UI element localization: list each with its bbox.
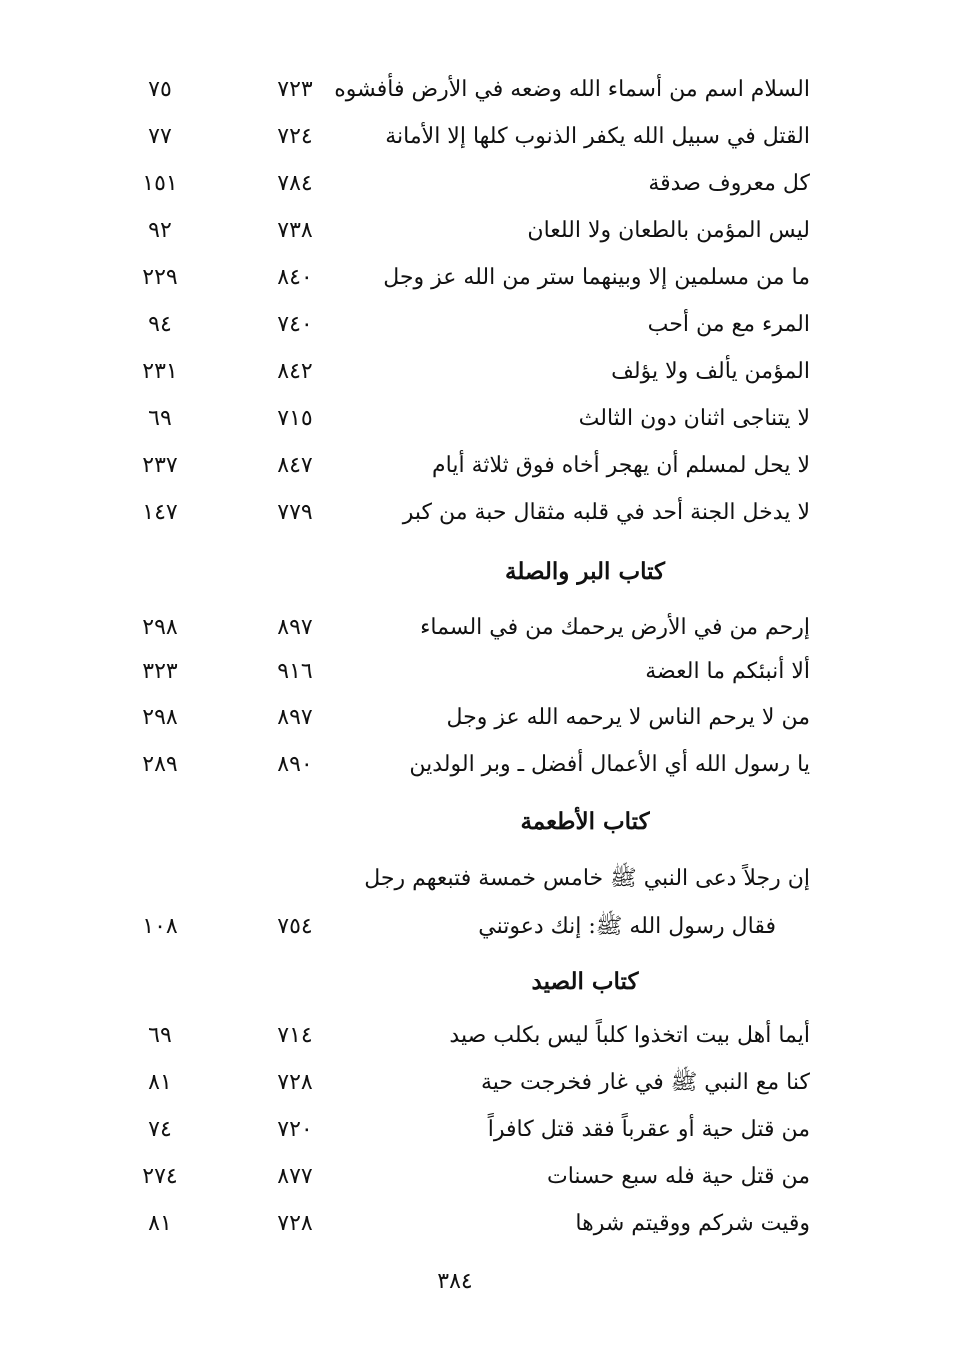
page-reference: ١٤٧	[142, 500, 178, 525]
hadith-number: ٧١٤	[277, 1023, 313, 1048]
page-reference: ٧٧	[148, 124, 172, 149]
hadith-number: ٧٤٠	[277, 312, 313, 337]
hadith-text: القتل في سبيل الله يكفر الذنوب كلها إلا الأمانة	[385, 124, 810, 149]
hadith-text: المؤمن يألف ولا يؤلف	[611, 359, 810, 384]
hadith-text: كنا مع النبي ﷺ في غار فخرجت حية	[480, 1070, 810, 1095]
hadith-number: ٨٧٧	[277, 1164, 313, 1189]
page-reference: ٨١	[148, 1070, 172, 1095]
page-reference: ١٠٨	[142, 914, 178, 939]
page-reference: ٩٤	[148, 312, 172, 337]
page-reference: ٦٩	[148, 406, 172, 431]
hadith-number: ٨٤٠	[277, 265, 313, 290]
index-entry	[120, 70, 810, 110]
page-reference: ٩٢	[148, 218, 172, 243]
index-entry	[120, 1157, 810, 1197]
hadith-text: من قتل حية أو عقرباً فقد قتل كافراً	[487, 1117, 810, 1142]
hadith-text: ما من مسلمين إلا وبينهما ستر من الله عز وجل	[383, 265, 810, 290]
hadith-text: من لا يرحم الناس لا يرحمه الله عز وجل	[446, 705, 810, 730]
page-reference: ٢٩٨	[142, 615, 178, 640]
hadith-number: ٨٩٧	[277, 615, 313, 640]
page-reference: ٣٢٣	[142, 659, 178, 684]
hadith-text: المرء مع من أحب	[647, 312, 810, 337]
index-entry	[120, 305, 810, 345]
hadith-number: ٧٢٠	[277, 1117, 313, 1142]
hadith-text: لا يتناجى اثنان دون الثالث	[578, 406, 810, 431]
page-reference: ١٥١	[142, 171, 178, 196]
hadith-number: ٧٧٩	[277, 500, 313, 525]
hadith-text: لا يحل لمسلم أن يهجر أخاه فوق ثلاثة أيام	[432, 453, 810, 478]
page-reference: ٢٧٤	[142, 1164, 178, 1189]
index-entry	[120, 1016, 810, 1056]
hadith-text: ألا أنبئكم ما العضة	[645, 659, 810, 684]
hadith-number: ٧٢٤	[277, 124, 313, 149]
hadith-text: لا يدخل الجنة أحد في قلبه مثقال حبة من كبر	[402, 500, 810, 525]
page-reference: ٢٣١	[142, 359, 178, 384]
index-entry	[120, 745, 810, 785]
hadith-text-line-1: إن رجلاً دعى النبي ﷺ خامس خمسة فتبعهم رجل	[364, 866, 810, 891]
page-reference: ٢٩٨	[142, 705, 178, 730]
hadith-number: ٧٢٣	[277, 77, 313, 102]
hadith-number: ٧٢٨	[277, 1070, 313, 1095]
hadith-text: كل معروف صدقة	[648, 171, 810, 196]
section-heading: كتاب البر والصلة	[505, 558, 665, 585]
page-reference: ٨١	[148, 1211, 172, 1236]
index-entry	[120, 493, 810, 533]
hadith-text: إرحم من في الأرض يرحمك من في السماء	[420, 615, 810, 640]
page-reference: ٦٩	[148, 1023, 172, 1048]
hadith-text: السلام اسم من أسماء الله وضعه في الأرض فأفشوه	[334, 77, 810, 102]
index-entry	[120, 1063, 810, 1103]
index-entry	[120, 211, 810, 251]
index-entry	[120, 652, 810, 692]
page-reference: ٢٨٩	[142, 752, 178, 777]
hadith-text-line-2: فقال رسول الله ﷺ: إنك دعوتني	[478, 914, 776, 939]
index-entry	[120, 399, 810, 439]
hadith-number: ٨٤٢	[277, 359, 313, 384]
index-entry	[120, 258, 810, 298]
section-heading: كتاب الصيد	[531, 968, 639, 995]
hadith-number: ٧٥٤	[277, 914, 313, 939]
hadith-number: ٨٩٠	[277, 752, 313, 777]
index-entry	[120, 117, 810, 157]
hadith-text: من قتل حية فله سبع حسنات	[546, 1164, 810, 1189]
hadith-number: ٩١٦	[277, 659, 313, 684]
hadith-text: وقيت شركم ووقيتم شرها	[575, 1211, 810, 1236]
page-reference: ٧٤	[148, 1117, 172, 1142]
hadith-text: ليس المؤمن بالطعان ولا اللعان	[527, 218, 810, 243]
hadith-text: أيما أهل بيت اتخذوا كلباً ليس بكلب صيد	[449, 1023, 810, 1048]
hadith-number: ٨٤٧	[277, 453, 313, 478]
hadith-number: ٧٢٨	[277, 1211, 313, 1236]
index-entry	[120, 907, 810, 947]
index-entry	[120, 164, 810, 204]
page-number: ٣٨٤	[437, 1269, 473, 1294]
index-entry	[120, 1204, 810, 1244]
index-entry	[120, 1110, 810, 1150]
section-heading: كتاب الأطعمة	[520, 808, 650, 835]
index-entry	[120, 698, 810, 738]
hadith-number: ٨٩٧	[277, 705, 313, 730]
index-entry	[120, 352, 810, 392]
hadith-number: ٧٣٨	[277, 218, 313, 243]
page-reference: ٢٣٧	[142, 453, 178, 478]
page-reference: ٢٢٩	[142, 265, 178, 290]
index-entry	[120, 608, 810, 648]
hadith-number: ٧٨٤	[277, 171, 313, 196]
hadith-number: ٧١٥	[277, 406, 313, 431]
page-reference: ٧٥	[148, 77, 172, 102]
hadith-text: يا رسول الله أي الأعمال أفضل ـ وبر الولدين	[409, 752, 810, 777]
index-entry	[120, 446, 810, 486]
